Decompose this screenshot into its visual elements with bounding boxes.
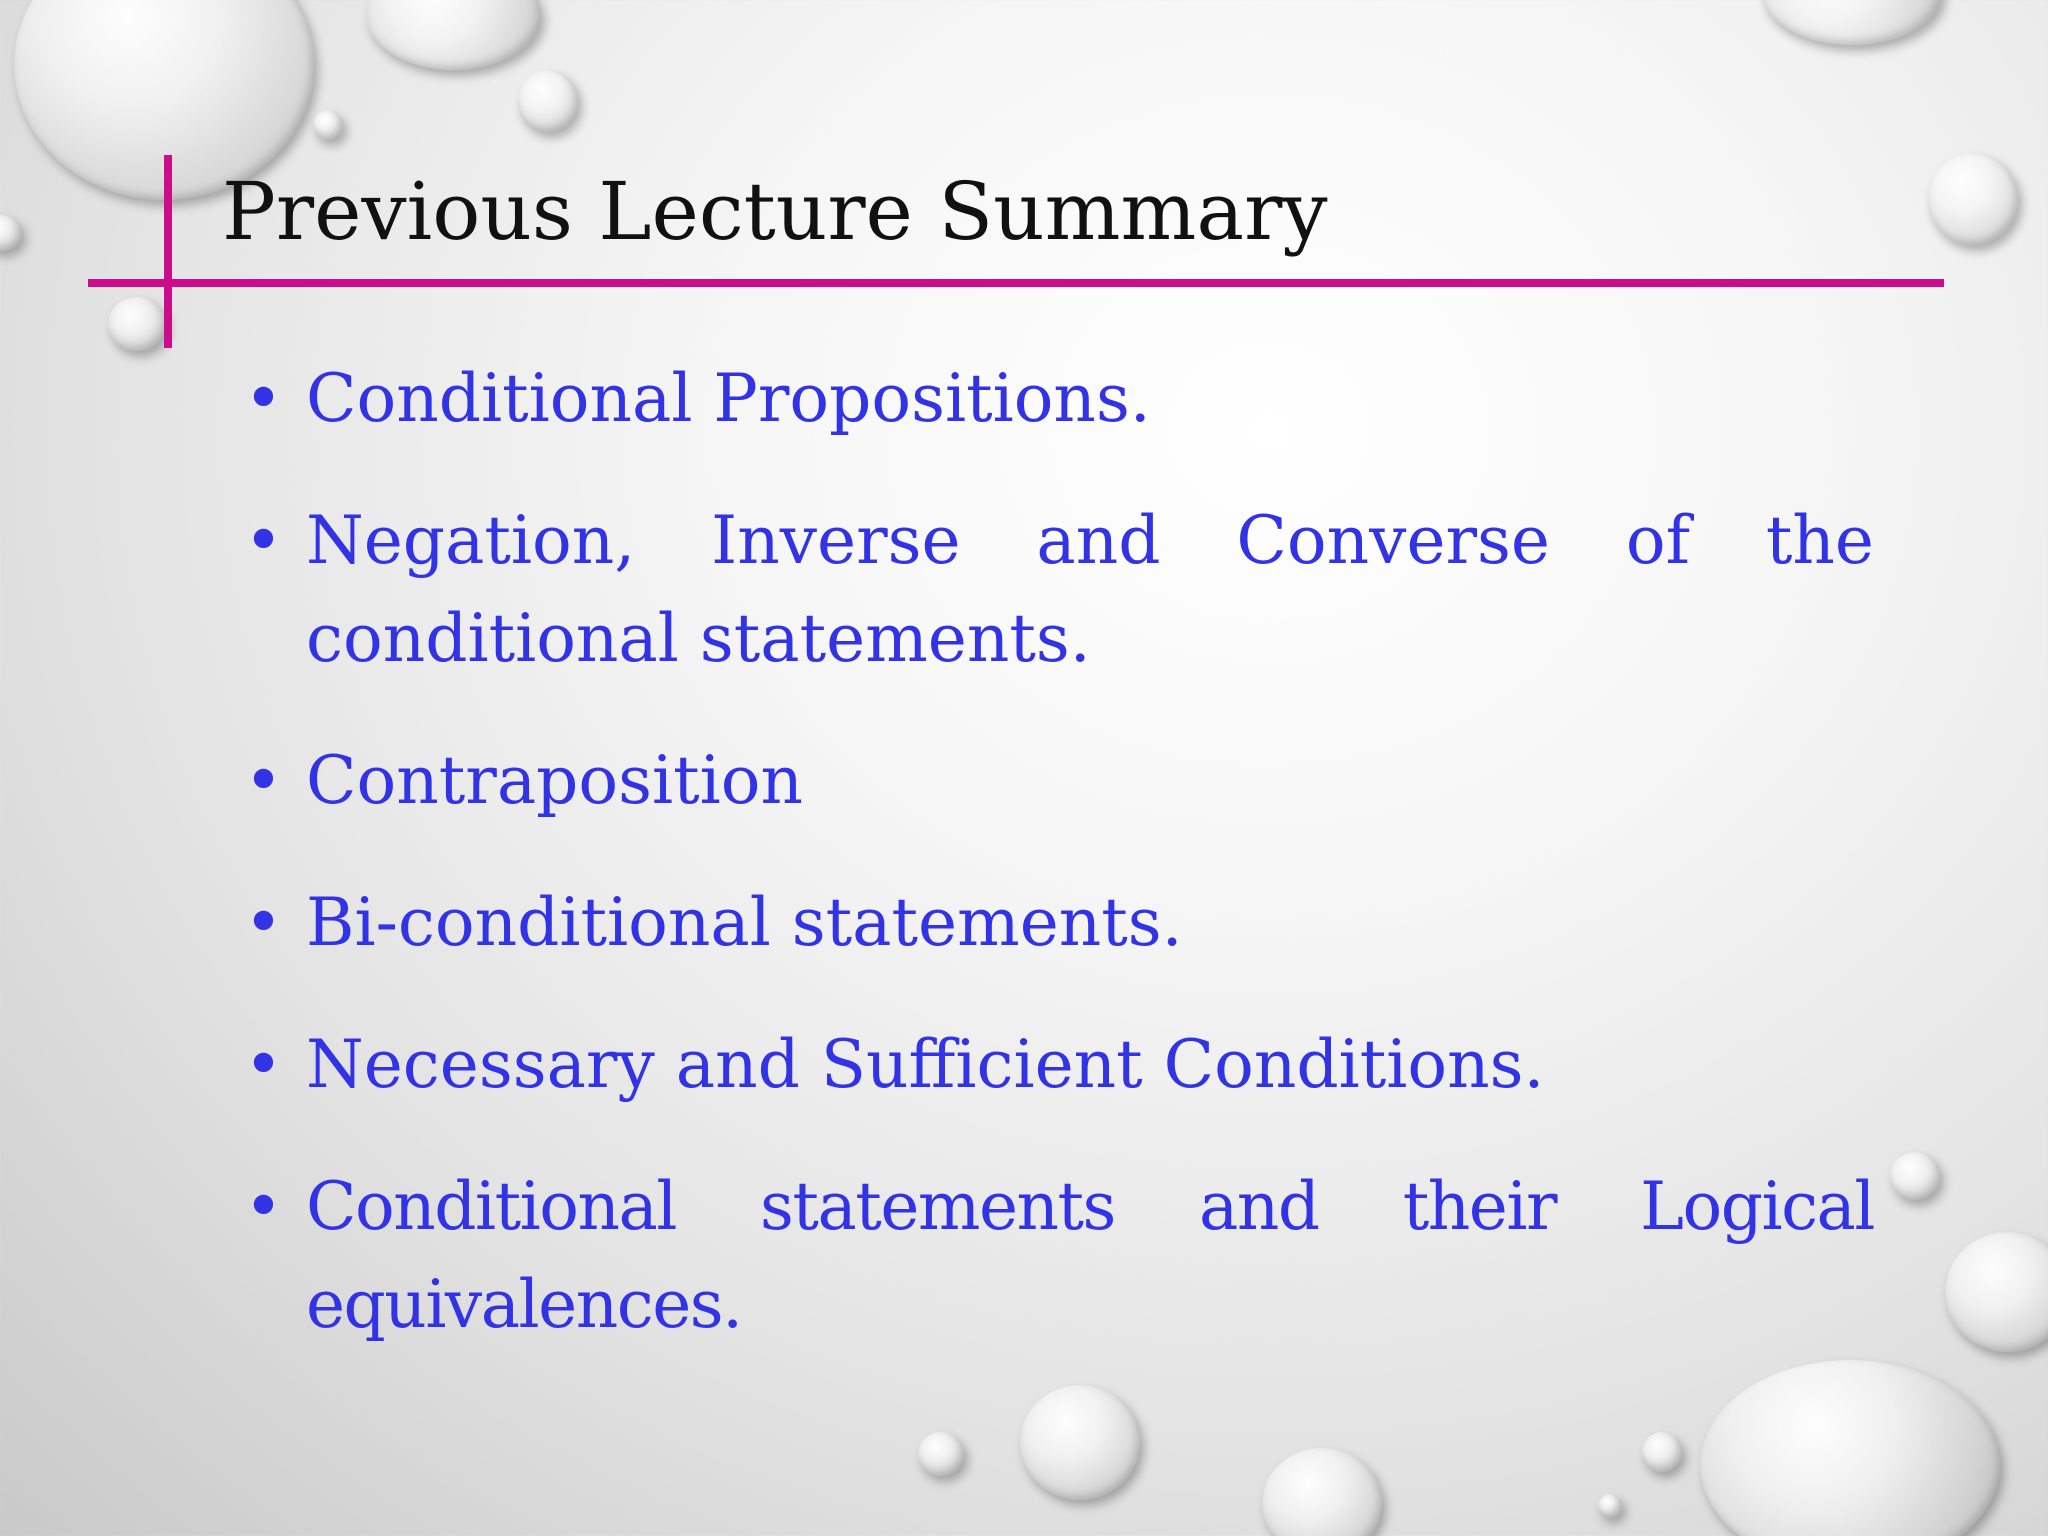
- bullet-item: [244, 492, 1874, 688]
- bullet-text: Contraposition: [306, 742, 803, 819]
- water-drop-decoration: [0, 215, 22, 251]
- water-drop-decoration: [1928, 153, 2018, 245]
- title-accent-horizontal-line: [88, 279, 1944, 287]
- bullet-marker: •: [244, 360, 283, 437]
- bullet-item: [244, 1158, 1874, 1354]
- bullet-marker: •: [244, 1026, 283, 1103]
- bullet-text: Negation, Inverse and Converse of the conditional statements.: [306, 502, 1874, 677]
- bullet-marker: •: [244, 884, 283, 961]
- water-drop-decoration: [1262, 1448, 1382, 1536]
- bullet-marker: •: [244, 502, 283, 579]
- bullet-text: Necessary and Sufficient Conditions.: [306, 1026, 1545, 1103]
- water-drop-decoration: [918, 1432, 964, 1476]
- water-drop-decoration: [1945, 1232, 2048, 1352]
- title-accent-vertical-line: [164, 155, 172, 348]
- bullet-item: [244, 732, 1874, 830]
- water-drop-decoration: [366, 0, 541, 70]
- bullet-list: [244, 350, 1874, 1398]
- water-drop-decoration: [1020, 1385, 1140, 1500]
- slide-title: Previous Lecture Summary: [222, 165, 1328, 258]
- water-drop-decoration: [1598, 1494, 1622, 1518]
- bullet-text: Conditional Propositions.: [306, 360, 1151, 437]
- water-drop-decoration: [1762, 0, 1942, 45]
- bullet-item: [244, 874, 1874, 972]
- bullet-item: [244, 350, 1874, 448]
- bullet-marker: •: [244, 742, 283, 819]
- water-drop-decoration: [108, 297, 166, 351]
- bullet-marker: •: [244, 1168, 282, 1245]
- water-drop-decoration: [518, 70, 578, 132]
- bullet-text: Bi-conditional statements.: [306, 884, 1183, 961]
- water-drop-decoration: [1890, 1152, 1940, 1200]
- water-drop-decoration: [1642, 1432, 1682, 1472]
- bullet-item: [244, 1016, 1874, 1114]
- bullet-text: Conditional statements and their Logical equivalences.: [306, 1168, 1874, 1343]
- water-drop-decoration: [313, 110, 343, 140]
